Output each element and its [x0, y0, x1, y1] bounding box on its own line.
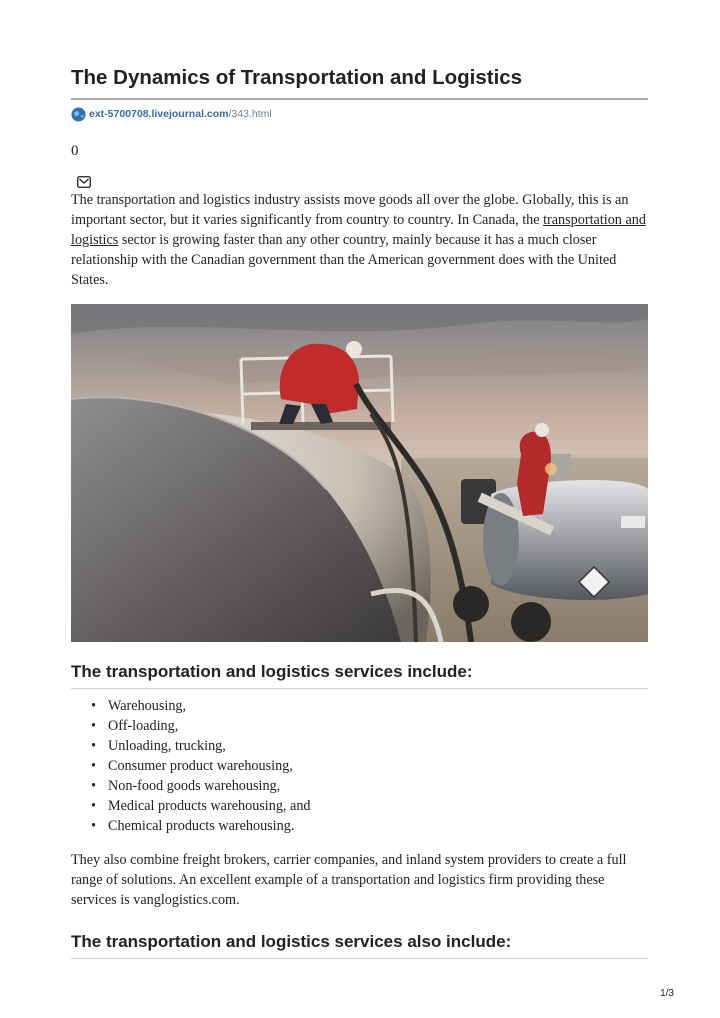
outro-paragraph: They also combine freight brokers, carrier companies, and inland system providers to create a full range of solutions. An excellent example of a transportation and logistics firm providing these services is vanglogistics.com.: [71, 852, 627, 908]
intro-text-1: The transportation and logistics industry assists move goods all over the globe. Globally, this is an important sector, but it varies significantly from country to country. In Canada, the: [71, 192, 629, 228]
services-also-heading: The transportation and logistics services also include:: [71, 932, 512, 951]
transportation-logistics-link[interactable]: transportation and logistics: [71, 212, 646, 248]
tanker-truck-photo: [71, 304, 648, 642]
services-heading: The transportation and logistics services include:: [71, 662, 473, 681]
mail-icon[interactable]: [77, 176, 91, 188]
intro-text-2: sector is growing faster than any other country, mainly because it has a much closer relationship with the Canadian government than the American government does with the United States.: [71, 232, 617, 288]
page-number: 1/3: [660, 988, 674, 999]
zero-marker: 0: [71, 143, 79, 159]
title-divider: [71, 98, 648, 100]
services-divider: [71, 688, 648, 689]
intro-paragraph: [71, 190, 651, 290]
page-title: The Dynamics of Transportation and Logistics: [71, 66, 523, 89]
globe-icon: [71, 107, 86, 122]
list-item: • Unloading, trucking,: [108, 736, 648, 756]
services-list: [71, 696, 648, 836]
services-also-divider: [71, 958, 648, 959]
list-item: • Medical products warehousing, and: [108, 796, 648, 816]
source-link[interactable]: [71, 105, 272, 123]
list-item: • Warehousing,: [108, 696, 648, 716]
list-item: • Non-food goods warehousing,: [108, 776, 648, 796]
source-path[interactable]: /343.html: [228, 108, 272, 120]
source-domain[interactable]: ext-5700708.livejournal.com: [89, 108, 229, 120]
list-item: • Consumer product warehousing,: [108, 756, 648, 776]
list-item: • Chemical products warehousing.: [108, 816, 648, 836]
list-item: • Off-loading,: [108, 716, 648, 736]
hero-illustration: [71, 304, 648, 642]
